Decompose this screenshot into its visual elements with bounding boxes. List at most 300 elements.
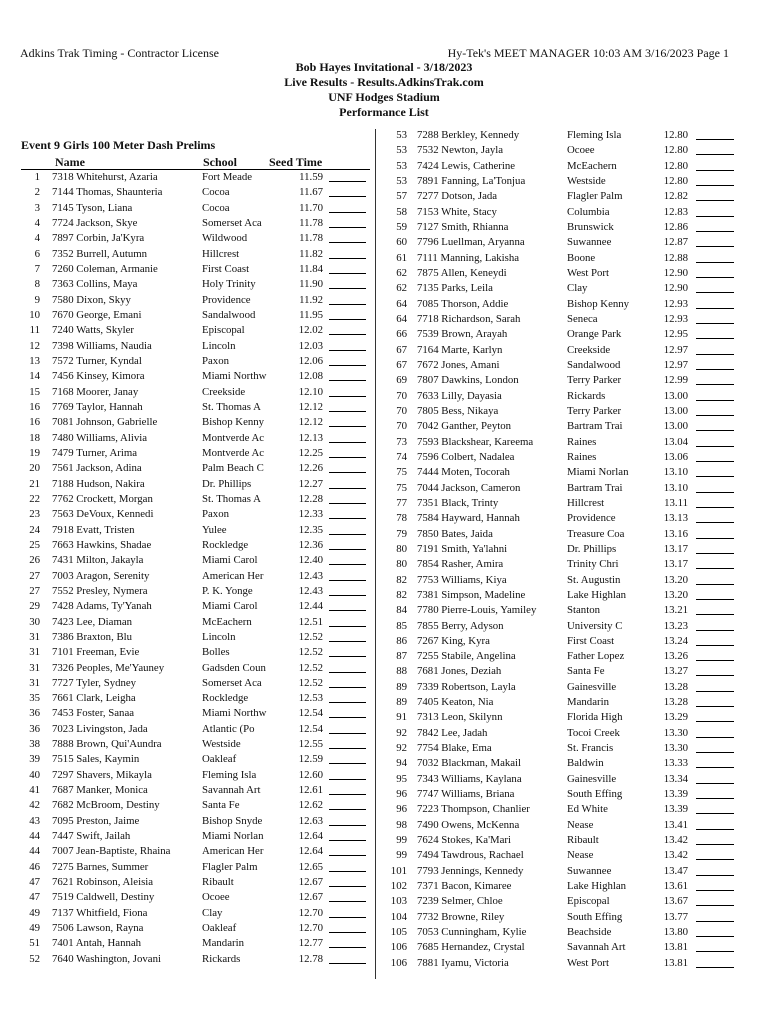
result-row <box>376 373 768 388</box>
result-name: 7277 Dotson, Jada <box>417 190 498 203</box>
result-place: 82 <box>396 588 407 601</box>
result-school: Baldwin <box>567 757 604 770</box>
result-blank-line <box>329 752 366 764</box>
result-row <box>0 323 375 338</box>
result-seed: 12.10 <box>298 385 323 398</box>
result-name: 7918 Evatt, Tristen <box>52 523 135 536</box>
result-school: Dr. Phillips <box>567 542 617 555</box>
result-name: 7137 Whitfield, Fiona <box>52 906 148 919</box>
result-seed: 12.93 <box>663 297 688 310</box>
result-name: 7624 Stokes, Ka'Mari <box>417 834 512 847</box>
result-name: 7769 Taylor, Hannah <box>52 400 143 413</box>
result-blank-line <box>329 507 366 519</box>
result-school: Rockledge <box>202 538 249 551</box>
result-seed: 12.27 <box>298 477 323 490</box>
result-row <box>376 864 768 879</box>
result-row <box>376 128 768 143</box>
result-seed: 13.26 <box>663 650 688 663</box>
result-row <box>0 890 375 905</box>
event-title: Event 9 Girls 100 Meter Dash Prelims <box>21 138 216 152</box>
result-name: 7881 Iyamu, Victoria <box>417 956 509 969</box>
result-name: 7687 Manker, Monica <box>52 784 148 797</box>
result-place: 46 <box>29 860 40 873</box>
result-name: 7855 Berry, Adyson <box>417 619 504 632</box>
result-place: 36 <box>29 722 40 735</box>
result-seed: 12.88 <box>663 251 688 264</box>
result-place: 82 <box>396 573 407 586</box>
result-place: 60 <box>396 236 407 249</box>
result-name: 7352 Burrell, Autumn <box>52 247 148 260</box>
meet-title: Bob Hayes Invitational - 3/18/2023 <box>295 60 473 74</box>
result-blank-line <box>696 695 734 707</box>
result-name: 7519 Caldwell, Destiny <box>52 891 155 904</box>
result-blank-line <box>329 400 366 412</box>
result-school: First Coast <box>202 262 250 275</box>
result-place: 23 <box>29 508 40 521</box>
result-seed: 12.65 <box>298 860 323 873</box>
result-blank-line <box>329 875 366 887</box>
result-school: Ribault <box>202 876 234 889</box>
result-name: 7081 Johnson, Gabrielle <box>52 416 158 429</box>
result-seed: 13.39 <box>663 788 688 801</box>
result-row <box>376 281 768 296</box>
result-place: 18 <box>29 431 40 444</box>
result-seed: 13.80 <box>663 926 688 939</box>
result-school: Miami Norlan <box>202 830 264 843</box>
result-school: Fort Meade <box>202 171 253 183</box>
result-seed: 13.06 <box>663 450 688 463</box>
live-results-title: Live Results - Results.AdkinsTrak.com <box>284 75 484 89</box>
result-row <box>0 936 375 951</box>
result-school: Father Lopez <box>567 650 625 663</box>
result-seed: 13.33 <box>663 757 688 770</box>
result-row <box>376 189 768 204</box>
result-place: 22 <box>29 492 40 505</box>
result-row <box>376 634 768 649</box>
result-place: 92 <box>396 742 407 755</box>
result-place: 79 <box>396 527 407 540</box>
result-place: 59 <box>396 220 407 233</box>
result-seed: 13.81 <box>663 941 688 954</box>
result-school: Hillcrest <box>202 247 240 260</box>
result-name: 7423 Lee, Diaman <box>52 615 133 628</box>
result-seed: 12.60 <box>298 768 323 781</box>
result-row <box>376 894 768 909</box>
result-place: 101 <box>390 864 407 877</box>
result-name: 7339 Robertson, Layla <box>417 680 516 693</box>
result-name: 7351 Black, Trinty <box>417 496 499 509</box>
result-row <box>0 630 375 645</box>
result-blank-line <box>329 584 366 596</box>
result-school: Palm Beach C <box>202 462 264 475</box>
result-blank-line <box>696 373 734 385</box>
result-row <box>376 756 768 771</box>
result-row <box>0 691 375 706</box>
venue-title: UNF Hodges Stadium <box>328 90 440 104</box>
result-school: Brunswick <box>567 220 614 233</box>
result-seed: 13.42 <box>663 834 688 847</box>
result-seed: 12.44 <box>298 600 323 613</box>
result-blank-line <box>329 615 366 627</box>
result-blank-line <box>329 369 366 381</box>
result-school: Seneca <box>567 312 598 325</box>
result-seed: 12.63 <box>298 814 323 827</box>
result-seed: 12.86 <box>663 220 688 233</box>
result-blank-line <box>696 634 734 646</box>
result-row <box>376 557 768 572</box>
result-school: Ocoee <box>202 891 230 904</box>
result-school: St. Augustin <box>567 573 621 586</box>
result-name: 7318 Whitehurst, Azaria <box>52 171 158 183</box>
result-school: South Effing <box>567 910 623 923</box>
result-school: Oakleaf <box>202 753 237 766</box>
result-row <box>376 833 768 848</box>
result-seed: 13.42 <box>663 849 688 862</box>
result-blank-line <box>696 649 734 661</box>
result-name: 7494 Tawdrous, Rachael <box>417 849 524 862</box>
result-row <box>376 649 768 664</box>
result-blank-line <box>696 419 734 431</box>
result-seed: 12.80 <box>663 144 688 157</box>
result-place: 96 <box>396 803 407 816</box>
result-place: 87 <box>396 650 407 663</box>
result-row <box>0 783 375 798</box>
result-name: 7584 Hayward, Hannah <box>417 512 520 525</box>
result-school: McEachern <box>567 159 617 172</box>
result-blank-line <box>696 205 734 217</box>
result-seed: 12.25 <box>298 446 323 459</box>
result-blank-line <box>329 308 366 320</box>
result-name: 7572 Turner, Kyndal <box>52 354 142 367</box>
result-school: Terry Parker <box>567 374 622 387</box>
result-place: 75 <box>396 466 407 479</box>
result-row <box>0 231 375 246</box>
result-row <box>0 216 375 231</box>
result-place: 104 <box>390 910 407 923</box>
result-seed: 13.47 <box>663 864 688 877</box>
result-blank-line <box>329 185 366 197</box>
result-name: 7405 Keaton, Nia <box>417 696 494 709</box>
result-seed: 12.93 <box>663 312 688 325</box>
result-name: 7753 Williams, Kiya <box>417 573 507 586</box>
result-row <box>0 277 375 292</box>
result-place: 27 <box>29 569 40 582</box>
result-row <box>0 737 375 752</box>
result-place: 62 <box>396 282 407 295</box>
result-place: 49 <box>29 922 40 935</box>
result-school: Terry Parker <box>567 404 622 417</box>
result-blank-line <box>696 220 734 232</box>
result-place: 106 <box>390 941 407 954</box>
result-blank-line <box>696 619 734 631</box>
result-row <box>0 569 375 584</box>
result-seed: 12.78 <box>298 952 323 965</box>
result-seed: 12.95 <box>663 328 688 341</box>
result-school: P. K. Yonge <box>202 584 253 597</box>
result-name: 7145 Tyson, Liana <box>52 201 133 214</box>
result-row <box>0 507 375 522</box>
result-blank-line <box>329 431 366 443</box>
left-results-list <box>0 170 375 967</box>
result-blank-line <box>696 848 734 860</box>
result-seed: 12.80 <box>663 129 688 141</box>
result-blank-line <box>696 327 734 339</box>
result-place: 51 <box>29 937 40 950</box>
result-blank-line <box>329 798 366 810</box>
result-school: Episcopal <box>567 895 610 908</box>
result-name: 7593 Blackshear, Kareema <box>417 435 534 448</box>
result-seed: 12.99 <box>663 374 688 387</box>
result-blank-line <box>696 358 734 370</box>
result-row <box>376 619 768 634</box>
result-blank-line <box>329 936 366 948</box>
result-blank-line <box>696 557 734 569</box>
result-blank-line <box>329 247 366 259</box>
result-row <box>376 848 768 863</box>
result-seed: 13.10 <box>663 481 688 494</box>
result-name: 7343 Williams, Kaylana <box>417 772 522 785</box>
result-school: Yulee <box>202 523 227 536</box>
result-school: Cocoa <box>202 186 230 199</box>
result-name: 7191 Smith, Ya'lahni <box>417 542 508 555</box>
result-row <box>376 465 768 480</box>
result-seed: 12.28 <box>298 492 323 505</box>
result-seed: 12.35 <box>298 523 323 536</box>
result-name: 7053 Cunningham, Kylie <box>417 926 527 939</box>
result-name: 7724 Jackson, Skye <box>52 216 138 229</box>
result-school: Beachside <box>567 926 612 939</box>
result-name: 7875 Allen, Keneydi <box>417 266 507 279</box>
result-name: 7718 Richardson, Sarah <box>417 312 521 325</box>
result-seed: 12.67 <box>298 876 323 889</box>
result-place: 70 <box>396 420 407 433</box>
result-blank-line <box>696 925 734 937</box>
result-row <box>0 798 375 813</box>
result-blank-line <box>329 385 366 397</box>
result-name: 7842 Lee, Jadah <box>417 726 488 739</box>
result-name: 7807 Dawkins, London <box>417 374 519 387</box>
result-name: 7681 Jones, Deziah <box>417 665 502 678</box>
result-place: 94 <box>396 757 407 770</box>
result-name: 7398 Williams, Naudia <box>52 339 152 352</box>
result-blank-line <box>329 277 366 289</box>
result-name: 7032 Blackman, Makail <box>417 757 522 770</box>
result-school: Raines <box>567 450 597 463</box>
result-row <box>376 266 768 281</box>
result-seed: 13.34 <box>663 772 688 785</box>
result-school: Bishop Kenny <box>567 297 630 310</box>
result-school: Hillcrest <box>567 496 605 509</box>
result-place: 13 <box>29 354 40 367</box>
result-blank-line <box>329 492 366 504</box>
result-seed: 11.82 <box>299 247 323 260</box>
result-place: 14 <box>29 370 40 383</box>
result-name: 7255 Stabile, Angelina <box>417 650 516 663</box>
result-seed: 12.67 <box>298 891 323 904</box>
result-row <box>0 752 375 767</box>
result-school: Nease <box>567 818 594 831</box>
result-seed: 12.51 <box>298 615 323 628</box>
result-seed: 11.70 <box>299 201 323 214</box>
result-name: 7747 Williams, Briana <box>417 788 515 801</box>
result-place: 44 <box>29 845 40 858</box>
result-blank-line <box>696 710 734 722</box>
result-seed: 13.00 <box>663 389 688 402</box>
right-results-list <box>376 128 768 971</box>
result-row <box>0 553 375 568</box>
result-blank-line <box>696 251 734 263</box>
result-blank-line <box>329 814 366 826</box>
result-name: 7275 Barnes, Summer <box>52 860 149 873</box>
result-row <box>376 879 768 894</box>
result-blank-line <box>696 511 734 523</box>
result-seed: 12.03 <box>298 339 323 352</box>
result-place: 67 <box>396 358 407 371</box>
result-seed: 13.20 <box>663 588 688 601</box>
result-school: Rickards <box>202 952 241 965</box>
result-blank-line <box>696 143 734 155</box>
result-name: 7240 Watts, Skyler <box>52 324 135 337</box>
result-school: Savannah Art <box>567 941 626 954</box>
result-blank-line <box>696 894 734 906</box>
result-row <box>376 511 768 526</box>
result-row <box>376 496 768 511</box>
result-place: 88 <box>396 665 407 678</box>
result-name: 7042 Ganther, Peyton <box>417 420 512 433</box>
result-blank-line <box>329 599 366 611</box>
result-school: Ed White <box>567 803 608 816</box>
result-blank-line <box>696 726 734 738</box>
result-name: 7888 Brown, Qui'Aundra <box>52 738 162 751</box>
result-name: 7386 Braxton, Blu <box>52 630 133 643</box>
result-school: Creekside <box>202 385 246 398</box>
result-seed: 12.40 <box>298 554 323 567</box>
result-name: 7044 Jackson, Cameron <box>417 481 521 494</box>
result-seed: 12.80 <box>663 159 688 172</box>
result-name: 7479 Turner, Arima <box>52 446 138 459</box>
result-school: Paxon <box>202 354 229 367</box>
result-seed: 12.61 <box>298 784 323 797</box>
result-blank-line <box>329 477 366 489</box>
result-seed: 11.59 <box>299 171 323 183</box>
result-name: 7897 Corbin, Ja'Kyra <box>52 232 145 245</box>
result-blank-line <box>696 664 734 676</box>
result-school: Montverde Ac <box>202 446 265 459</box>
result-name: 7153 White, Stacy <box>417 205 497 218</box>
result-school: Bishop Kenny <box>202 416 265 429</box>
result-seed: 12.97 <box>663 358 688 371</box>
column-header-school: School <box>203 155 238 169</box>
result-school: Clay <box>202 906 223 919</box>
result-blank-line <box>329 262 366 274</box>
result-name: 7101 Freeman, Evie <box>52 646 140 659</box>
result-seed: 13.11 <box>664 496 688 509</box>
result-school: Miami Northw <box>202 370 267 383</box>
result-name: 7685 Hernandez, Crystal <box>417 941 525 954</box>
result-row <box>0 768 375 783</box>
result-blank-line <box>696 956 734 968</box>
result-place: 25 <box>29 538 40 551</box>
result-blank-line <box>696 128 734 140</box>
license-header: Adkins Trak Timing - Contractor License <box>20 46 220 60</box>
result-place: 52 <box>29 952 40 965</box>
result-name: 7168 Moorer, Janay <box>52 385 139 398</box>
result-blank-line <box>696 450 734 462</box>
result-blank-line <box>329 676 366 688</box>
result-row <box>376 235 768 250</box>
result-seed: 13.30 <box>663 726 688 739</box>
result-blank-line <box>696 603 734 615</box>
result-school: South Effing <box>567 788 623 801</box>
result-school: Flagler Palm <box>567 190 623 203</box>
result-place: 53 <box>396 129 407 141</box>
result-school: Lincoln <box>202 339 236 352</box>
result-row <box>0 400 375 415</box>
result-row <box>376 419 768 434</box>
result-blank-line <box>329 323 366 335</box>
result-row <box>0 844 375 859</box>
result-row <box>0 906 375 921</box>
result-school: Wildwood <box>202 232 248 245</box>
result-place: 105 <box>390 926 407 939</box>
result-place: 47 <box>29 891 40 904</box>
result-name: 7127 Smith, Rhianna <box>417 220 509 233</box>
result-name: 7780 Pierre-Louis, Yamiley <box>417 604 537 617</box>
result-row <box>0 814 375 829</box>
result-blank-line <box>329 201 366 213</box>
result-school: St. Francis <box>567 742 614 755</box>
result-place: 36 <box>29 707 40 720</box>
result-school: Fleming Isla <box>202 768 257 781</box>
result-row <box>0 875 375 890</box>
result-seed: 12.90 <box>663 282 688 295</box>
result-row <box>376 741 768 756</box>
result-place: 10 <box>29 308 40 321</box>
result-seed: 12.02 <box>298 324 323 337</box>
result-school: Dr. Phillips <box>202 477 252 490</box>
result-row <box>376 174 768 189</box>
result-row <box>376 389 768 404</box>
result-name: 7288 Berkley, Kennedy <box>417 129 520 141</box>
result-seed: 12.54 <box>298 707 323 720</box>
list-title: Performance List <box>339 105 429 119</box>
result-name: 7727 Tyler, Sydney <box>52 676 137 689</box>
result-school: McEachern <box>202 615 252 628</box>
result-blank-line <box>696 573 734 585</box>
result-school: Raines <box>567 435 597 448</box>
result-seed: 12.77 <box>298 937 323 950</box>
result-seed: 13.30 <box>663 742 688 755</box>
result-place: 86 <box>396 634 407 647</box>
result-name: 7682 McBroom, Destiny <box>52 799 160 812</box>
result-blank-line <box>329 890 366 902</box>
result-row <box>0 369 375 384</box>
result-seed: 13.27 <box>663 665 688 678</box>
result-name: 7003 Aragon, Serenity <box>52 569 150 582</box>
result-school: Lake Highlan <box>567 588 627 601</box>
result-name: 7444 Moten, Tocorah <box>417 466 510 479</box>
result-name: 7672 Jones, Amani <box>417 358 500 371</box>
result-row <box>376 910 768 925</box>
result-blank-line <box>696 266 734 278</box>
result-seed: 12.87 <box>663 236 688 249</box>
result-seed: 11.90 <box>299 278 323 291</box>
result-row <box>0 676 375 691</box>
result-blank-line <box>696 741 734 753</box>
result-seed: 13.17 <box>663 542 688 555</box>
result-place: 69 <box>396 374 407 387</box>
result-blank-line <box>696 281 734 293</box>
